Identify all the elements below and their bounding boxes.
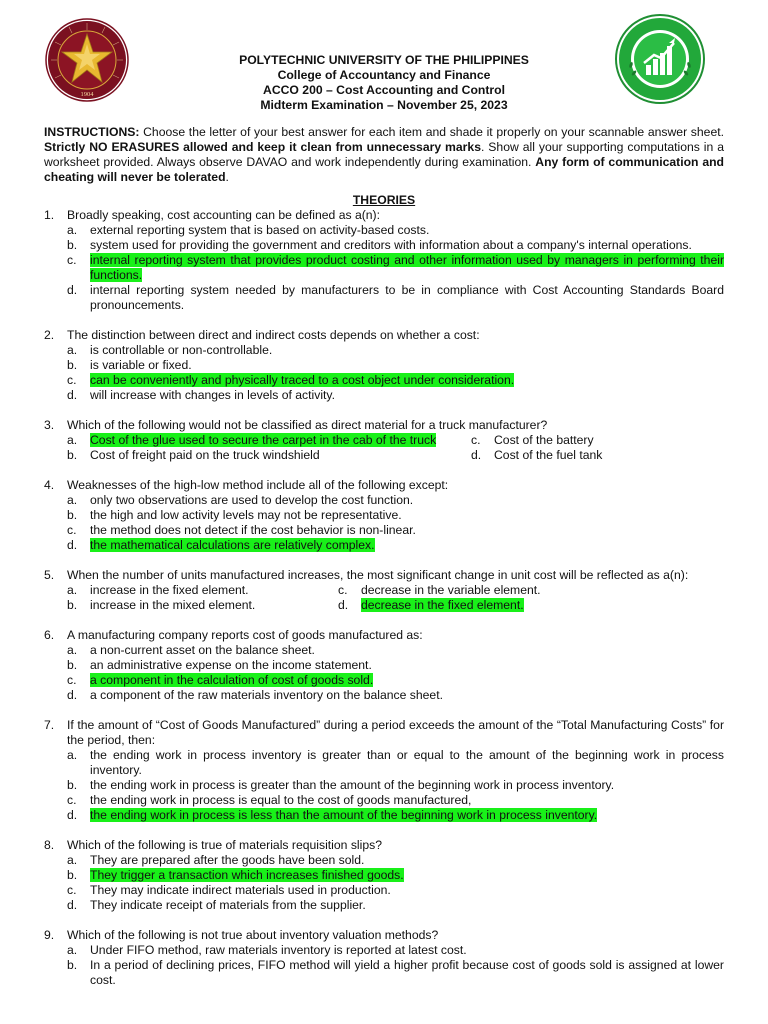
choice-text-wrap xyxy=(90,883,724,898)
question-item xyxy=(44,418,724,463)
choice-text: the ending work in process is equal to the cost of goods manufactured, xyxy=(90,793,472,807)
choice-text-wrap xyxy=(90,778,724,793)
choice-letter: a. xyxy=(67,493,78,507)
choice-letter: c. xyxy=(67,373,77,387)
answer-choice xyxy=(67,253,724,283)
question-stem xyxy=(44,838,724,853)
choice-letter: a. xyxy=(67,643,78,657)
answer-choice xyxy=(67,898,724,913)
choice-text: only two observations are used to develop the cost function. xyxy=(90,493,414,507)
choice-letter: a. xyxy=(67,853,78,867)
question-stem xyxy=(44,568,724,583)
answer-choice xyxy=(67,238,724,253)
highlighted-answer: Cost of the glue used to secure the carpet in the cab of the truck xyxy=(90,433,437,447)
highlighted-answer: internal reporting system that provides product costing and other information used by managers in performing their functions. xyxy=(90,253,724,282)
answer-choice xyxy=(67,688,724,703)
answer-choice xyxy=(471,433,724,448)
answer-choice xyxy=(67,283,724,313)
choice-text-wrap xyxy=(90,433,471,448)
choice-letter: c. xyxy=(67,883,77,897)
choice-text: They may indicate indirect materials used in production. xyxy=(90,883,391,897)
answer-choice xyxy=(67,508,724,523)
choice-letter: a. xyxy=(67,748,78,762)
question-text: When the number of units manufactured increases, the most significant change in unit cost will be reflected as a(n): xyxy=(67,568,689,582)
choice-text-wrap xyxy=(90,658,724,673)
choice-text-wrap xyxy=(90,283,724,313)
question-number: 3. xyxy=(44,418,55,432)
choice-letter: d. xyxy=(338,598,349,612)
choice-letter: b. xyxy=(67,658,78,672)
choice-text-wrap xyxy=(90,958,724,988)
question-text: Which of the following is true of materials requisition slips? xyxy=(67,838,382,852)
choice-text-wrap xyxy=(90,388,724,403)
choice-letter: c. xyxy=(471,433,481,447)
answer-choice xyxy=(67,388,724,403)
choice-text-wrap xyxy=(90,523,724,538)
choice-text: Cost of the battery xyxy=(494,433,594,447)
instructions xyxy=(44,125,724,185)
choice-text: the high and low activity levels may not be representative. xyxy=(90,508,402,522)
choice-letter: a. xyxy=(67,583,78,597)
answer-choice xyxy=(67,793,724,808)
choice-text: In a period of declining prices, FIFO method will yield a higher profit because cost of goods sold is assigned at lower cost. xyxy=(90,958,724,987)
choice-text: They indicate receipt of materials from the supplier. xyxy=(90,898,366,912)
choice-letter: d. xyxy=(67,283,78,297)
choice-text: a non-current asset on the balance sheet. xyxy=(90,643,315,657)
choice-text-wrap xyxy=(90,583,338,598)
question-number: 2. xyxy=(44,328,55,342)
question-stem xyxy=(44,208,724,223)
choice-letter: a. xyxy=(67,223,78,237)
answer-choice xyxy=(67,583,338,598)
choice-text-wrap xyxy=(90,253,724,283)
choice-list xyxy=(67,583,724,613)
instructions-text-3: . xyxy=(225,170,229,184)
instructions-bold-2: Any form of communication and cheating will never be tolerated xyxy=(44,155,724,184)
choice-text: Under FIFO method, raw materials inventory is reported at latest cost. xyxy=(90,943,467,957)
choice-text: the ending work in process is greater than the amount of the beginning work in process inventory. xyxy=(90,778,615,792)
answer-choice xyxy=(67,373,724,388)
answer-choice xyxy=(67,943,724,958)
course-title: ACCO 200 – Cost Accounting and Control xyxy=(263,83,505,97)
choice-text-wrap xyxy=(90,673,724,688)
answer-choice xyxy=(67,493,724,508)
choice-letter: a. xyxy=(67,433,78,447)
choice-text-wrap xyxy=(90,793,724,808)
question-number: 6. xyxy=(44,628,55,642)
choice-letter: c. xyxy=(338,583,348,597)
choice-text-wrap xyxy=(361,583,724,598)
instructions-text-2: . Show all your supporting computations in a worksheet provided. Always observe DAVAO and work independently during examination. xyxy=(44,140,724,169)
choice-letter: d. xyxy=(471,448,482,462)
question-number: 5. xyxy=(44,568,55,582)
choice-list xyxy=(67,748,724,823)
seal-year: 1904 xyxy=(80,91,94,98)
question-number: 7. xyxy=(44,718,55,732)
question-number: 4. xyxy=(44,478,55,492)
choice-letter: b. xyxy=(67,958,78,972)
choice-text-wrap xyxy=(90,223,724,238)
question-item xyxy=(44,928,724,988)
question-text: A manufacturing company reports cost of goods manufactured as: xyxy=(67,628,423,642)
question-number: 9. xyxy=(44,928,55,942)
section-title: THEORIES xyxy=(352,193,416,207)
highlighted-answer: decrease in the fixed element. xyxy=(361,598,524,612)
choice-text: decrease in the variable element. xyxy=(361,583,541,597)
choice-letter: d. xyxy=(67,808,78,822)
choice-list xyxy=(67,943,724,988)
choice-text-wrap xyxy=(90,943,724,958)
answer-choice xyxy=(67,778,724,793)
choice-text: Cost of freight paid on the truck windshield xyxy=(90,448,320,462)
question-stem xyxy=(44,628,724,643)
choice-text: They are prepared after the goods have been sold. xyxy=(90,853,365,867)
choice-text-wrap xyxy=(90,508,724,523)
choice-text-wrap xyxy=(494,448,724,463)
choice-list xyxy=(67,343,724,403)
question-stem xyxy=(44,718,724,748)
choice-text: external reporting system that is based on activity-based costs. xyxy=(90,223,430,237)
question-item xyxy=(44,838,724,913)
choice-letter: b. xyxy=(67,238,78,252)
question-text: Which of the following would not be classified as direct material for a truck manufacturer? xyxy=(67,418,548,432)
instructions-label: INSTRUCTIONS: xyxy=(44,125,140,139)
college-name: College of Accountancy and Finance xyxy=(277,68,491,82)
question-stem xyxy=(44,418,724,433)
choice-list xyxy=(67,853,724,913)
choice-list xyxy=(67,433,724,463)
answer-choice xyxy=(67,358,724,373)
choice-text-wrap xyxy=(494,433,724,448)
choice-letter: c. xyxy=(67,793,77,807)
answer-choice xyxy=(67,223,724,238)
instructions-bold-1: Strictly NO ERASURES allowed and keep it clean from unnecessary marks xyxy=(44,140,481,154)
choice-list xyxy=(67,493,724,553)
question-number: 8. xyxy=(44,838,55,852)
choice-list xyxy=(67,223,724,313)
choice-text-wrap xyxy=(90,643,724,658)
choice-letter: b. xyxy=(67,778,78,792)
answer-choice xyxy=(67,538,724,553)
choice-text-wrap xyxy=(90,898,724,913)
choice-text-wrap xyxy=(90,343,724,358)
choice-text-wrap xyxy=(90,538,724,553)
choice-text-wrap xyxy=(90,748,724,778)
choice-letter: c. xyxy=(67,673,77,687)
highlighted-answer: the ending work in process is less than the amount of the beginning work in process inventory. xyxy=(90,808,598,822)
answer-choice xyxy=(67,853,724,868)
answer-choice xyxy=(67,673,724,688)
exam-title: Midterm Examination – November 25, 2023 xyxy=(260,98,508,112)
answer-choice xyxy=(67,343,724,358)
answer-choice xyxy=(67,748,724,778)
choice-text: is variable or fixed. xyxy=(90,358,192,372)
choice-text: a component of the raw materials inventory on the balance sheet. xyxy=(90,688,443,702)
choice-letter: b. xyxy=(67,508,78,522)
question-item xyxy=(44,208,724,313)
instructions-text-1: Choose the letter of your best answer for each item and shade it properly on your scannable answer sheet. xyxy=(139,125,724,139)
question-stem xyxy=(44,328,724,343)
answer-choice xyxy=(67,523,724,538)
highlighted-answer: the mathematical calculations are relatively complex. xyxy=(90,538,375,552)
choice-text: increase in the mixed element. xyxy=(90,598,256,612)
answer-choice xyxy=(338,598,724,613)
choice-letter: c. xyxy=(67,523,77,537)
answer-choice xyxy=(67,448,471,463)
question-item xyxy=(44,478,724,553)
choice-letter: b. xyxy=(67,598,78,612)
question-text: Broadly speaking, cost accounting can be defined as a(n): xyxy=(67,208,381,222)
choice-text-wrap xyxy=(90,808,724,823)
choice-text-wrap xyxy=(90,688,724,703)
highlighted-answer: can be conveniently and physically traced to a cost object under consideration. xyxy=(90,373,515,387)
choice-letter: c. xyxy=(67,253,77,267)
choice-text-wrap xyxy=(90,373,724,388)
choice-text: the ending work in process inventory is greater than or equal to the amount of the beginning work in process inventory. xyxy=(90,748,724,777)
answer-choice xyxy=(67,598,338,613)
answer-choice xyxy=(471,448,724,463)
exam-header xyxy=(0,53,768,113)
choice-text-wrap xyxy=(361,598,724,613)
choice-text: the method does not detect if the cost behavior is non-linear. xyxy=(90,523,416,537)
question-text: If the amount of “Cost of Goods Manufactured” during a period exceeds the amount of the “Total Manufacturing Costs” for the period, then: xyxy=(67,718,724,747)
question-item xyxy=(44,568,724,613)
choice-text-wrap xyxy=(90,493,724,508)
choice-text-wrap xyxy=(90,448,471,463)
choice-list xyxy=(67,643,724,703)
choice-text: an administrative expense on the income statement. xyxy=(90,658,372,672)
choice-letter: d. xyxy=(67,388,78,402)
choice-text: will increase with changes in levels of activity. xyxy=(90,388,335,402)
question-item xyxy=(44,718,724,823)
choice-text-wrap xyxy=(90,853,724,868)
choice-letter: d. xyxy=(67,538,78,552)
answer-choice xyxy=(67,658,724,673)
answer-choice xyxy=(338,583,724,598)
question-stem xyxy=(44,928,724,943)
question-list xyxy=(44,208,724,988)
choice-letter: a. xyxy=(67,943,78,957)
question-text: Which of the following is not true about inventory valuation methods? xyxy=(67,928,439,942)
choice-text: internal reporting system needed by manufacturers to be in compliance with Cost Accounting Standards Board pronouncements. xyxy=(90,283,724,312)
question-item xyxy=(44,628,724,703)
answer-choice xyxy=(67,433,471,448)
choice-text: system used for providing the government and creditors with information about a company's internal operations. xyxy=(90,238,692,252)
choice-text-wrap xyxy=(90,358,724,373)
choice-letter: d. xyxy=(67,688,78,702)
question-text: Weaknesses of the high-low method include all of the following except: xyxy=(67,478,449,492)
university-name: POLYTECHNIC UNIVERSITY OF THE PHILIPPINES xyxy=(239,53,529,67)
question-text: The distinction between direct and indirect costs depends on whether a cost: xyxy=(67,328,480,342)
choice-text: is controllable or non-controllable. xyxy=(90,343,273,357)
answer-choice xyxy=(67,883,724,898)
choice-letter: b. xyxy=(67,358,78,372)
choice-text-wrap xyxy=(90,238,724,253)
question-number: 1. xyxy=(44,208,55,222)
highlighted-answer: a component in the calculation of cost of goods sold. xyxy=(90,673,374,687)
choice-text: increase in the fixed element. xyxy=(90,583,249,597)
question-stem xyxy=(44,478,724,493)
exam-content xyxy=(44,125,724,988)
question-item xyxy=(44,328,724,403)
choice-letter: b. xyxy=(67,448,78,462)
choice-letter: b. xyxy=(67,868,78,882)
highlighted-answer: They trigger a transaction which increases finished goods. xyxy=(90,868,404,882)
answer-choice xyxy=(67,958,724,988)
choice-text-wrap xyxy=(90,598,338,613)
choice-text: Cost of the fuel tank xyxy=(494,448,603,462)
choice-letter: a. xyxy=(67,343,78,357)
answer-choice xyxy=(67,808,724,823)
choice-letter: d. xyxy=(67,898,78,912)
answer-choice xyxy=(67,643,724,658)
choice-text-wrap xyxy=(90,868,724,883)
answer-choice xyxy=(67,868,724,883)
